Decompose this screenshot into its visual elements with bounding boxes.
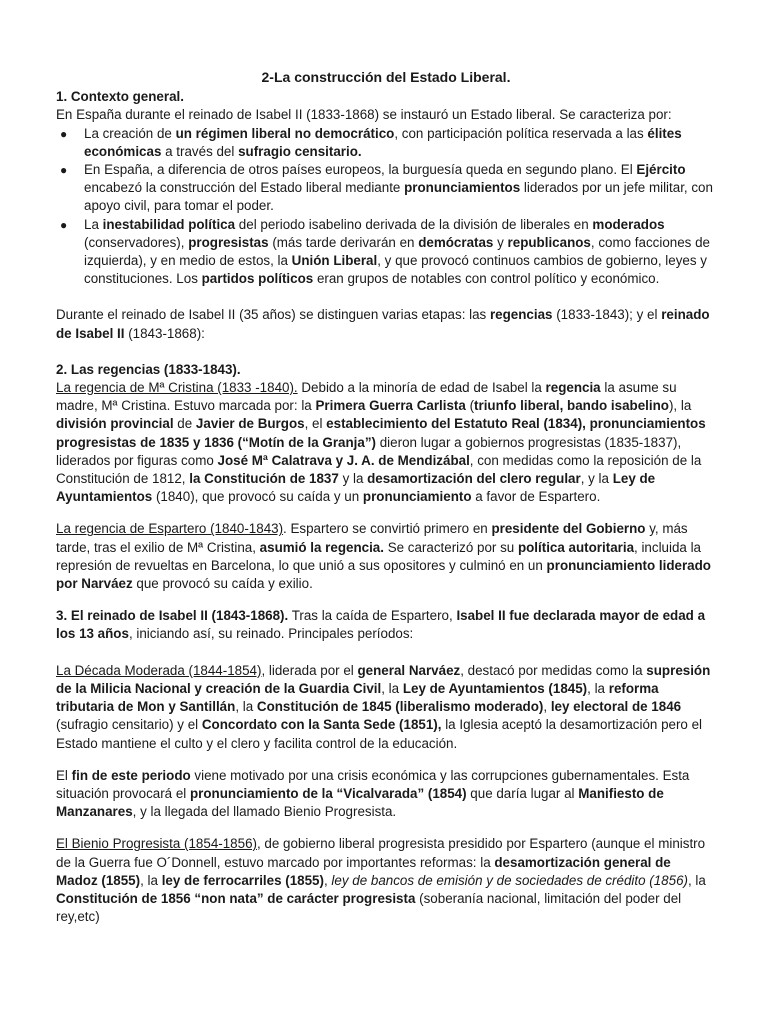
- bullet-item-1: ● La creación de un régimen liberal no democrático, con participación política reservada a las élites económicas a través del sufragio censitario.: [60, 125, 682, 159]
- regencia-cristina-paragraph: La regencia de Mª Cristina (1833 -1840). Debido a la minoría de edad de Isabel la regencia la asume su madre, Mª Cristina. Estuvo marcada por: la Primera Guerra Carlista (triunfo liberal, bando isabelino), la división provincial de Javier de Burgos, el establecimiento del Estatuto Real (1834), pronunciamientos progresistas de 1835 y 1836 (“Motín de la Granja”) dieron lugar a gobiernos progresistas (1835-1837), liderados por figuras como José Mª Calatrava y J. A. de Mendizábal, con medidas como la reposición de la Constitución de 1812, la Constitución de 1837 y la desamortización del clero regular, y la Ley de Ayuntamientos (1840), que provocó su caída y un pronunciamiento a favor de Espartero.: [56, 380, 706, 505]
- bullet-icon: ●: [60, 126, 68, 141]
- section-1-heading: 1. Contexto general.: [56, 89, 184, 105]
- section-2-heading: 2. Las regencias (1833-1843).: [56, 361, 241, 377]
- document-title: 2-La construcción del Estado Liberal.: [261, 69, 511, 85]
- regencia-espartero-paragraph: La regencia de Espartero (1840-1843). Espartero se convirtió primero en presidente del Gobierno y, más tarde, tras el exilio de Mª Cristina, asumió la regencia. Se caracterizó por su política autoritaria, incluida la represión de revueltas en Barcelona, lo que unió a sus opositores y culminó en un pronunciamiento liderado por Narváez que provocó su caída y exilio.: [56, 521, 711, 592]
- bienio-progresista-label: El Bienio Progresista (1854-1856): [56, 836, 257, 852]
- context-bullet-list: [56, 125, 716, 289]
- bullet-item-2: ● En España, a diferencia de otros países europeos, la burguesía queda en segundo plano. El Ejército encabezó la construcción del Estado liberal mediante pronunciamientos liderados por un jefe militar, con apoyo civil, para tomar el poder.: [60, 162, 713, 214]
- decada-moderada-paragraph: La Década Moderada (1844-1854), liderada por el general Narváez, destacó por medidas como la supresión de la Milicia Nacional y creación de la Guardia Civil, la Ley de Ayuntamientos (1845), la reforma tributaria de Mon y Santillán, la Constitución de 1845 (liberalismo moderado), ley electoral de 1846 (sufragio censitario) y el Concordato con la Santa Sede (1851), la Iglesia aceptó la desamortización pero el Estado mantiene el culto y el clero y facilita control de la educación.: [56, 662, 711, 751]
- bullet-icon: ●: [60, 217, 68, 232]
- fin-periodo-paragraph: El fin de este periodo viene motivado por una crisis económica y las corrupciones gubernamentales. Esta situación provocará el pronunciamiento de la “Vicalvarada” (1854) que daría lugar al Manifiesto de Manzanares, y la llegada del llamado Bienio Progresista.: [56, 767, 690, 820]
- section-3-heading: 3. El reinado de Isabel II (1843-1868).: [56, 608, 289, 624]
- regencia-espartero-label: La regencia de Espartero (1840-1843): [56, 521, 284, 537]
- bienio-progresista-paragraph: El Bienio Progresista (1854-1856), de gobierno liberal progresista presidido por Espartero (aunque el ministro de la Guerra fue O´Donnell, estuvo marcado por importantes reformas: la desamortización general de Madoz (1855), la ley de ferrocarriles (1855), ley de bancos de emisión y de sociedades de crédito (1856), la Constitución de 1856 “non nata” de carácter progresista (soberanía nacional, limitación del poder del rey,etc): [56, 836, 706, 925]
- regencia-cristina-label: La regencia de Mª Cristina (1833 -1840).: [56, 380, 298, 396]
- decada-moderada-label: La Década Moderada (1844-1854): [56, 662, 262, 678]
- section-3-intro-paragraph: 3. El reinado de Isabel II (1843-1868). Tras la caída de Espartero, Isabel II fue declarada mayor de edad a los 13 años, iniciando así, su reinado. Principales períodos:: [56, 608, 706, 642]
- bullet-icon: ●: [60, 163, 68, 178]
- bullet-item-3: ● La inestabilidad política del periodo isabelino derivada de la división de liberales en moderados (conservadores), progresistas (más tarde derivarán en demócratas y republicanos, como facciones de izquierda), y en medio de estos, la Unión Liberal, y que provocó continuos cambios de gobierno, leyes y constituciones. Los partidos políticos eran grupos de notables con control político y económico.: [60, 216, 710, 287]
- section-1-intro: En España durante el reinado de Isabel II (1833-1868) se instauró un Estado liberal. Se caracteriza por:: [56, 107, 672, 123]
- stages-paragraph: Durante el reinado de Isabel II (35 años) se distinguen varias etapas: las regencias (1833-1843); y el reinado de Isabel II (1843-1868):: [56, 307, 710, 341]
